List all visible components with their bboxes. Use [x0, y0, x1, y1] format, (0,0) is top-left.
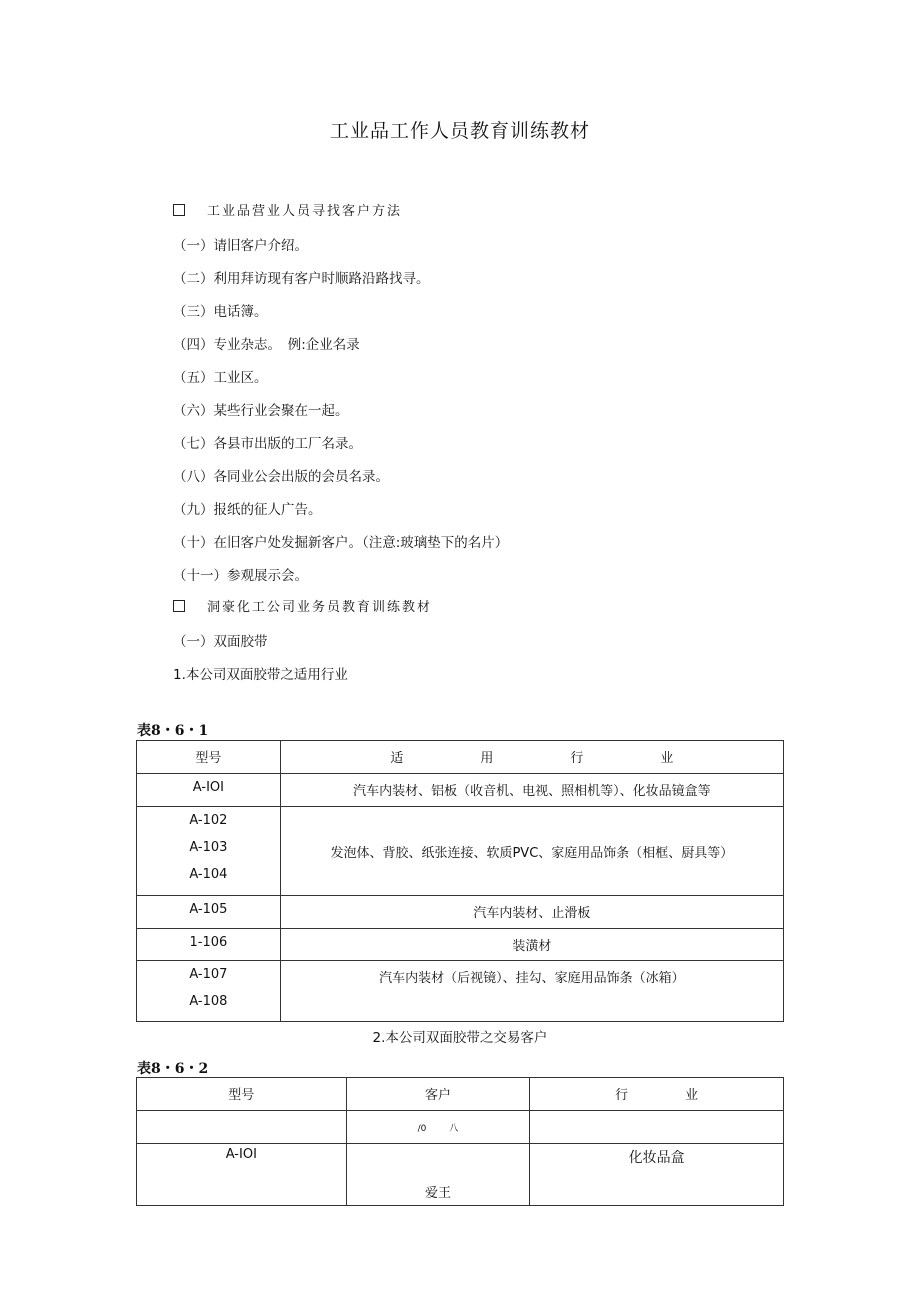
list-item: （十）在旧客户处发掘新客户。（注意:玻璃垫下的名片） [173, 535, 509, 551]
table-row [137, 774, 784, 807]
model-cell: A-102 A-103 A-104 [137, 807, 281, 896]
list-item: （十一）参观展示会。 [173, 568, 308, 584]
customer-cell: /0 八 [346, 1111, 530, 1144]
table-row [137, 807, 784, 896]
list-item: （四）专业杂志。 例:企业名录 [173, 337, 360, 353]
table-caption: 表8・6・2 [137, 1061, 209, 1077]
model-cell: A-105 [137, 896, 281, 929]
page-title: 工业品工作人员教育训练教材 [329, 120, 590, 142]
table-header-row [137, 1078, 784, 1111]
checkbox-icon [173, 600, 185, 612]
table-row [137, 929, 784, 961]
section-heading-customer-search: 工业品营业人员寻找客户方法 [173, 200, 402, 219]
industry-cell: 装潢材 [280, 929, 783, 961]
industry-cell: 化妆品盒 [530, 1144, 784, 1206]
industry-cell: 汽车内装材、止滑板 [280, 896, 783, 929]
table-caption: 表8・6・1 [137, 723, 209, 739]
list-item: （五）工业区。 [173, 370, 268, 386]
subsection-heading: 2.本公司双面胶带之交易客户 [372, 1030, 548, 1046]
customer-cell: 爱王 [346, 1144, 530, 1206]
header-industry: 行 业 [530, 1078, 784, 1111]
model-cell: A-IOI [137, 774, 281, 807]
table-row [137, 1111, 784, 1144]
industry-cell: 汽车内装材（后视镜）、挂勾、家庭用品饰条（冰箱） [280, 961, 783, 1022]
table-row [137, 896, 784, 929]
industry-table [136, 740, 784, 1022]
list-item: （一）请旧客户介绍。 [173, 238, 308, 254]
list-item: （七）各县市出版的工厂名录。 [173, 436, 362, 452]
table-row [137, 961, 784, 1022]
section-heading-training: 洞豪化工公司业务员教育训练教材 [173, 596, 432, 615]
list-item: （九）报纸的征人广告。 [173, 502, 322, 518]
list-item: （八）各同业公会出版的会员名录。 [173, 469, 389, 485]
header-model: 型号 [137, 1078, 347, 1111]
table-row [137, 1144, 784, 1206]
model-cell: A-IOI [137, 1144, 347, 1206]
list-item: （二）利用拜访现有客户时顺路沿路找寻。 [173, 271, 430, 287]
checkbox-icon [173, 204, 185, 216]
list-item: （三）电话簿。 [173, 304, 268, 320]
header-customer: 客户 [346, 1078, 530, 1111]
industry-cell [530, 1111, 784, 1144]
model-cell: 1-106 [137, 929, 281, 961]
industry-cell: 汽车内装材、铝板（收音机、电视、照相机等）、化妆品镜盒等 [280, 774, 783, 807]
industry-cell: 发泡体、背胶、纸张连接、软质PVC、家庭用品饰条（相框、厨具等） [280, 807, 783, 896]
model-cell [137, 1111, 347, 1144]
list-item: （六）某些行业会聚在一起。 [173, 403, 349, 419]
header-industry: 适 用 行 业 [280, 741, 783, 774]
customer-table [136, 1077, 784, 1206]
subsection-heading: （一）双面胶带 [173, 634, 268, 650]
subsection-heading: 1.本公司双面胶带之适用行业 [173, 667, 348, 683]
table-header-row [137, 741, 784, 774]
model-cell: A-107 A-108 [137, 961, 281, 1022]
header-model: 型号 [137, 741, 281, 774]
